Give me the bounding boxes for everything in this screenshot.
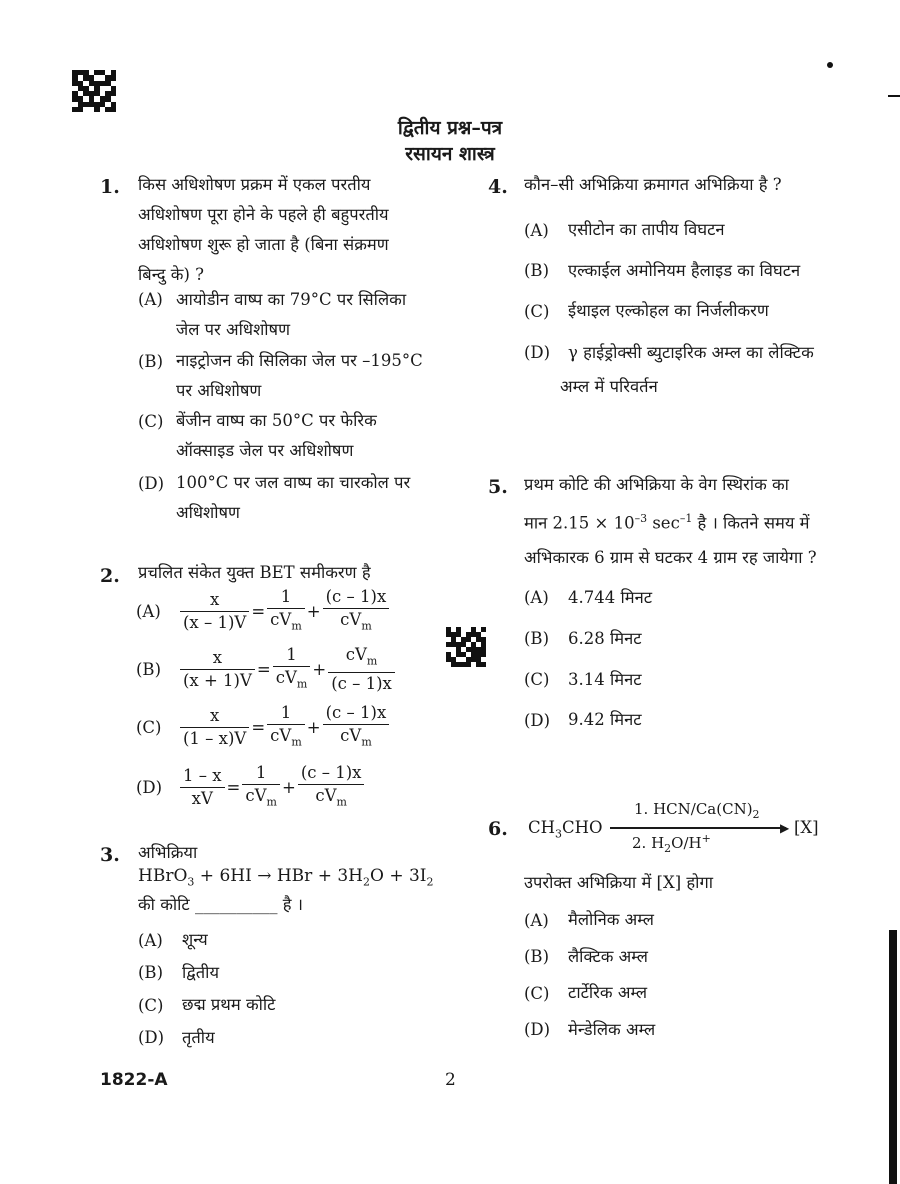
- option: [138, 474, 164, 493]
- question-number: 2.: [100, 565, 120, 587]
- question-text: प्रचलित संकेत युक्त BET समीकरण है: [138, 563, 371, 582]
- plus-sign: +: [312, 660, 327, 680]
- option: [136, 762, 364, 813]
- option: [136, 586, 389, 637]
- option-text-line: 100°C पर जल वाष्प का चारकोल पर: [176, 473, 411, 492]
- question-text-line: अभिकारक 6 ग्राम से घटकर 4 ग्राम रह जायेगा ?: [524, 547, 817, 567]
- reagent-step-1: 1. HCN/$Ca(CN)_2$: [634, 800, 760, 821]
- option: [136, 702, 389, 753]
- option-text: [176, 346, 423, 406]
- middle-qr-code: [446, 627, 486, 667]
- question-text-line: किस अधिशोषण प्रक्रम में एकल परतीय: [138, 175, 371, 194]
- option: (C) 3.14 मिनट: [524, 669, 642, 689]
- option: [136, 644, 395, 695]
- plus-sign: +: [306, 602, 321, 622]
- option: (A) मैलोनिक अम्ल: [524, 910, 654, 930]
- question-number: 6.: [488, 818, 508, 840]
- equals-sign: =: [251, 718, 266, 738]
- option: (A) 4.744 मिनट: [524, 588, 653, 608]
- fraction: $\frac{1}{cV_m}$: [273, 644, 311, 695]
- options-list: [138, 924, 276, 1054]
- question-title: अभिक्रिया: [138, 843, 198, 862]
- paper-title: द्वितीय प्रश्न–पत्र: [397, 117, 503, 139]
- option: (D) 9.42 मिनट: [524, 710, 642, 730]
- question-number: 3.: [100, 844, 120, 866]
- option-text: [176, 468, 410, 528]
- option-label: (A): [136, 602, 161, 622]
- option-label: (D): [138, 474, 165, 493]
- corner-qr-code: [72, 70, 116, 112]
- plus-sign: +: [306, 718, 321, 738]
- option: (B) 6.28 मिनट: [524, 628, 642, 648]
- option-label: (A): [138, 290, 163, 309]
- scan-edge-bar: [889, 930, 897, 1184]
- option-continuation: अम्ल में परिवर्तन: [560, 377, 658, 396]
- question-text-line: अधिशोषण पूरा होने के पहले ही बहुपरतीय: [138, 205, 389, 224]
- option: (D) γ हाईड्रोक्सी ब्युटाइरिक अम्ल का लेक्टिक: [524, 342, 814, 362]
- scan-dot: [827, 62, 833, 68]
- option: (C) टार्टेरिक अम्ल: [524, 983, 648, 1003]
- question-text: कौन–सी अभिक्रिया क्रमागत अभिक्रिया है ?: [524, 175, 782, 194]
- option-text: [176, 285, 406, 345]
- question-number: 1.: [100, 176, 120, 198]
- paper-code: 1822-A: [100, 1070, 168, 1090]
- option: [138, 352, 163, 371]
- option-label: (B): [136, 660, 161, 680]
- option: (A) शून्य: [138, 930, 208, 950]
- equals-sign: =: [256, 660, 271, 680]
- options-list: [524, 210, 814, 404]
- fraction: $\frac{x}{(x + 1)V}$: [180, 647, 255, 692]
- question-text: की कोटि __________ है ।: [138, 895, 303, 914]
- subject-title: रसायन शास्त्र: [405, 143, 495, 165]
- option: [138, 290, 163, 309]
- option: (D) तृतीय: [138, 1027, 215, 1047]
- option-text-line: पर अधिशोषण: [176, 381, 262, 400]
- option-label: (B): [138, 352, 163, 371]
- option: (D) मेन्डेलिक अम्ल: [524, 1019, 656, 1039]
- arrow-head: ▶: [780, 821, 790, 835]
- answer-blank: __________: [194, 895, 278, 914]
- scan-edge-mark: [888, 95, 900, 97]
- option: (A) एसीटोन का तापीय विघटन: [524, 220, 725, 240]
- fraction: $\frac{x}{(1 - x)V}$: [180, 705, 249, 750]
- fraction: $\frac{cV_m}{(c - 1)x}$: [328, 644, 395, 695]
- fraction: $\frac{1 - x}{xV}$: [180, 765, 225, 810]
- fraction: $\frac{1}{cV_m}$: [267, 702, 305, 753]
- product: [X]: [794, 818, 819, 837]
- option: (C) ईथाइल एल्कोहल का निर्जलीकरण: [524, 301, 769, 321]
- option-label: (C): [138, 412, 164, 431]
- reaction-scheme: [528, 800, 828, 860]
- option-text-line: अधिशोषण: [176, 503, 240, 522]
- question-text: उपरोक्त अभिक्रिया में [X] होगा: [524, 873, 714, 892]
- question-text-line: प्रथम कोटि की अभिक्रिया के वेग स्थिरांक का: [524, 475, 789, 494]
- option-text: [176, 406, 377, 466]
- option: (B) एल्काईल अमोनियम हैलाइड का विघटन: [524, 260, 801, 280]
- question-text: [138, 170, 458, 290]
- option: [138, 412, 164, 431]
- option-text-line: नाइट्रोजन की सिलिका जेल पर –195°C: [176, 351, 423, 370]
- question-number: 5.: [488, 476, 508, 498]
- option-label: (C): [136, 718, 162, 738]
- reagent-step-2: 2. $H_2O/H^+$: [632, 832, 711, 855]
- equals-sign: =: [226, 778, 241, 798]
- fraction: $\frac{(c - 1)x}{cV_m}$: [323, 586, 390, 637]
- reactant: $CH_3CHO$: [528, 818, 603, 841]
- options-list: [524, 578, 652, 741]
- option: (C) छद्म प्रथम कोटि: [138, 995, 276, 1015]
- option-label: (D): [136, 778, 163, 798]
- reaction-arrow: [610, 827, 786, 829]
- option-text-line: जेल पर अधिशोषण: [176, 320, 291, 339]
- question-text: [524, 468, 817, 575]
- option-text-line: ऑक्साइड जेल पर अधिशोषण: [176, 441, 354, 460]
- reaction-equation: HBrO$_3$ + 6HI → HBr + $3H_2O + 3I_2$: [138, 866, 434, 889]
- question-text-line: मान $2.15 \times 10^{-3}$ $\sec^{-1}$ है । कितने समय में: [524, 512, 810, 533]
- plus-sign: +: [281, 778, 296, 798]
- page-number: 2: [445, 1070, 456, 1090]
- option-text-line: बेंजीन वाष्प का 50°C पर फेरिक: [176, 411, 377, 430]
- option-text-line: आयोडीन वाष्प का 79°C पर सिलिका: [176, 290, 407, 309]
- fraction: $\frac{(c - 1)x}{cV_m}$: [298, 762, 365, 813]
- equals-sign: =: [251, 602, 266, 622]
- fraction: $\frac{1}{cV_m}$: [267, 586, 305, 637]
- fraction: $\frac{1}{cV_m}$: [242, 762, 280, 813]
- question-text-line: अधिशोषण शुरू हो जाता है (बिना संक्रमण: [138, 235, 389, 254]
- options-list: [524, 902, 655, 1048]
- fraction: $\frac{x}{(x - 1)V}$: [180, 589, 249, 634]
- option: (B) लैक्टिक अम्ल: [524, 946, 648, 966]
- question-text-line: बिन्दु के) ?: [138, 265, 205, 284]
- question-number: 4.: [488, 176, 508, 198]
- fraction: $\frac{(c - 1)x}{cV_m}$: [323, 702, 390, 753]
- option: (B) द्वितीय: [138, 962, 220, 982]
